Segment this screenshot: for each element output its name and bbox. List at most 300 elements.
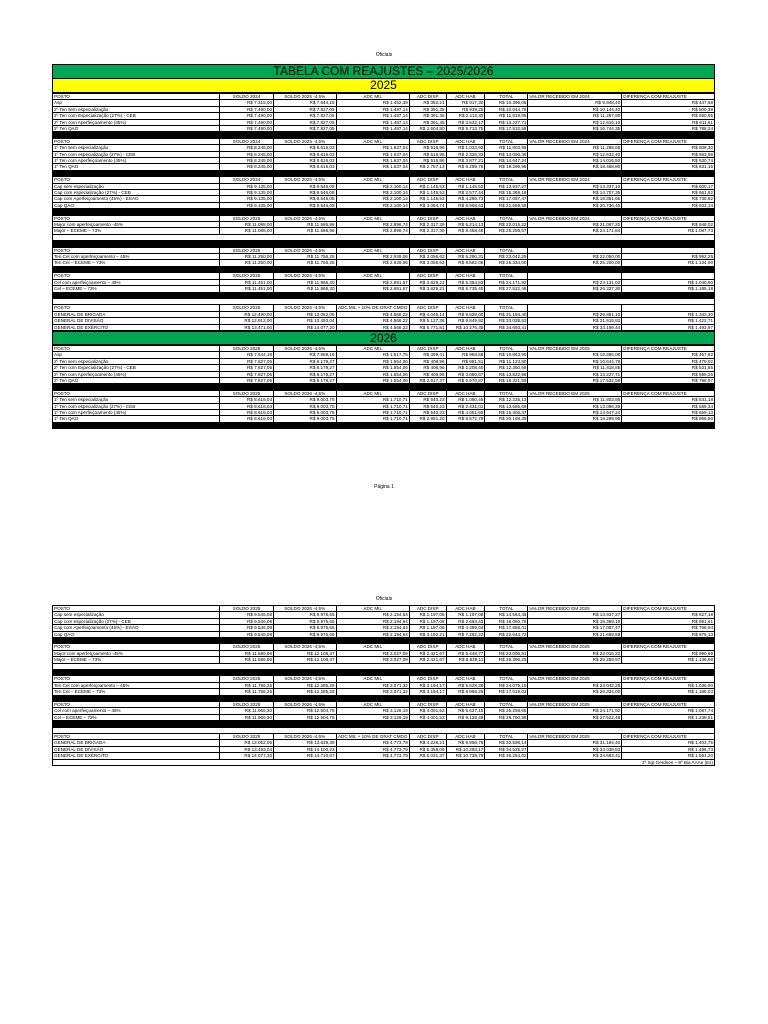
table-cell: R$ 9.128,49: [446, 714, 485, 720]
table-cell: R$ 4.568,22: [336, 324, 409, 330]
table-cell: R$ 13.937,27: [485, 183, 528, 189]
table-cell: R$ 31.194,40: [528, 740, 622, 746]
table-cell: 1º Ten sem especialização: [53, 145, 220, 151]
table-cell: R$ 1.637,04: [336, 145, 409, 151]
table-cell: R$ 1.134,00: [622, 260, 715, 266]
column-header: ADC DISP: [409, 734, 446, 740]
table-cell: R$ 11.756,25: [220, 689, 274, 695]
table-cell: R$ 36.254,62: [485, 753, 528, 759]
table-cell: R$ 9.975,65: [274, 612, 337, 618]
table-cell: R$ 3.829,21: [409, 279, 446, 285]
column-header: SOLDO 2026 -4,5%: [274, 345, 337, 351]
table-cell: R$ 3.680,67: [446, 371, 485, 377]
column-header: POSTO: [53, 273, 220, 279]
table-cell: R$ 1.710,71: [336, 409, 409, 415]
table-cell: R$ 6.031,37: [409, 753, 446, 759]
table-cell: R$ 611,61: [622, 119, 715, 125]
table-cell: R$ 33.199,44: [528, 324, 622, 330]
table-2026-body: [53, 345, 715, 428]
column-header: ADC MIL: [336, 138, 409, 144]
column-header: ADC HAB: [446, 345, 485, 351]
table-cell: R$ 1.422,71: [622, 318, 715, 324]
table-cell: R$ 13.052,05: [274, 311, 337, 317]
table-cell: R$ 15.369,19: [485, 190, 528, 196]
table-cell: R$ 14.564,45: [485, 612, 528, 618]
table-cell: R$ 1.554,06: [336, 358, 409, 364]
table-cell: R$ 939,25: [446, 106, 485, 112]
column-header: ADC HAB: [446, 247, 485, 253]
table-cell: R$ 7.988,16: [274, 352, 337, 358]
table-cell: R$ 1.517,75: [336, 352, 409, 358]
table-cell: R$ 11.586,96: [220, 650, 274, 656]
column-header: SOLDO 2026 -4,5%: [274, 606, 337, 612]
column-header: POSTO: [53, 305, 220, 311]
table-cell: R$ 8.839,11: [446, 657, 485, 663]
table-cell: R$ 7.490,00: [220, 126, 274, 132]
table-cell: R$ 9.546,08: [274, 196, 337, 202]
column-header: VALOR RECEBIDO EM 2024: [528, 138, 622, 144]
column-header: ADC MIL: [336, 644, 409, 650]
column-header: SOLDO 2026 -4,5%: [274, 247, 337, 253]
table-cell: R$ 975,13: [622, 631, 715, 637]
table-cell: R$ 3.126,19: [336, 708, 409, 714]
table-cell: R$ 768,94: [622, 625, 715, 631]
column-header: POSTO: [53, 676, 220, 682]
table-cell: R$ 13.096,36: [528, 403, 622, 409]
column-header: TOTAL: [485, 305, 528, 311]
table-cell: R$ 3.194,17: [409, 689, 446, 695]
table-cell: R$ 5.290,31: [446, 254, 485, 260]
table-cell: R$ 661,82: [622, 190, 715, 196]
table-cell: R$ 9.528,00: [446, 311, 485, 317]
table-cell: R$ 8.458,48: [446, 228, 485, 234]
table-cell: 2º Ten sem especialização: [53, 358, 220, 364]
table-cell: R$ 22.015,22: [528, 650, 622, 656]
column-header: POSTO: [53, 606, 220, 612]
table-cell: R$ 8.179,27: [274, 371, 337, 377]
table-cell: R$ 2.939,06: [336, 254, 409, 260]
table-cell: R$ 788,97: [622, 377, 715, 383]
column-header: ADC DISP: [409, 305, 446, 311]
table-2025-body: [53, 94, 715, 331]
table-cell: R$ 691,61: [622, 618, 715, 624]
table-cell: R$ 659,13: [622, 409, 715, 415]
column-header: SOLDO 2024: [220, 94, 274, 100]
table-cell: R$ 2.617,37: [409, 377, 446, 383]
column-header: ADC HAB: [446, 273, 485, 279]
table-cell: R$ 25.259,57: [528, 657, 622, 663]
table-cell: Cap com especialização (27%) - CEB: [53, 190, 220, 196]
table-cell: R$ 12.490,00: [220, 311, 274, 317]
table-cell: Ten Cel – ECEME – 73%: [53, 689, 220, 695]
table-cell: GENERAL DE EXÉRCITO: [53, 324, 220, 330]
table-cell: R$ 12.616,10: [528, 119, 622, 125]
column-header: TOTAL: [485, 273, 528, 279]
table-cell: R$ 8.179,27: [274, 377, 337, 383]
column-header: SOLDO 2025: [220, 247, 274, 253]
table-cell: R$ 21.669,59: [485, 202, 528, 208]
table-cell: Cap sem especialização: [53, 183, 220, 189]
table-cell: R$ 479,02: [622, 358, 715, 364]
table-cell: R$ 3.056,63: [409, 260, 446, 266]
table-cell: R$ 4.773,79: [336, 753, 409, 759]
table-cell: R$ 16.060,79: [485, 618, 528, 624]
column-header: ADC HAB: [446, 94, 485, 100]
table-cell: R$ 7.490,00: [220, 119, 274, 125]
column-header: TOTAL: [485, 390, 528, 396]
table-cell: R$ 2.317,39: [409, 222, 446, 228]
table-cell: Ten Cel – ECEME – 73%: [53, 260, 220, 266]
year-2026-heading: 2026: [52, 331, 715, 345]
column-header: ADC MIL: [336, 390, 409, 396]
table-cell: R$ 23.131,02: [528, 279, 622, 285]
table-cell: R$ 1.040,90: [622, 279, 715, 285]
column-header: SOLDO 2025: [220, 606, 274, 612]
table-cell: R$ 1.487,14: [336, 126, 409, 132]
table-cell: R$ 14.016,50: [528, 158, 622, 164]
table-cell: R$ 27.522,48: [528, 714, 622, 720]
column-header: DIFERENÇA COM REAJUSTE: [622, 138, 715, 144]
column-header: ADC MIL: [336, 345, 409, 351]
table-cell: R$ 19.299,95: [485, 164, 528, 170]
column-header: ADC DISP: [409, 138, 446, 144]
table-cell: R$ 3.126,19: [336, 714, 409, 720]
table-cell: R$ 516,96: [409, 151, 446, 157]
table-cell: R$ 8.616,03: [220, 397, 274, 403]
table-row: [53, 324, 715, 330]
table-cell: Cel – ECEME – 73%: [53, 714, 220, 720]
table-cell: R$ 595,25: [622, 371, 715, 377]
table-cell: R$ 447,68: [622, 100, 715, 106]
table-cell: R$ 13.337,10: [528, 183, 622, 189]
separator-cell: [53, 422, 715, 428]
table-cell: R$ 2.208,40: [446, 365, 485, 371]
table-cell: R$ 3.071,32: [336, 689, 409, 695]
table-cell: 2º Ten QAO: [53, 126, 220, 132]
table-cell: R$ 4.773,79: [336, 746, 409, 752]
table-cell: R$ 2.757,13: [409, 164, 446, 170]
table-cell: R$ 33.038,53: [528, 746, 622, 752]
table-cell: R$ 1.403,75: [622, 740, 715, 746]
table-cell: R$ 8.968,26: [446, 689, 485, 695]
column-header: ADC DISP: [409, 644, 446, 650]
table-cell: R$ 11.818,85: [485, 113, 528, 119]
table-cell: Cap sem especialização: [53, 612, 220, 618]
column-header: SOLDO 2026 -4,5%: [274, 734, 337, 740]
column-header: VALOR RECEBIDO EM 2025: [528, 345, 622, 351]
table-cell: R$ 13.471,00: [220, 324, 274, 330]
table-cell: R$ 550,95: [622, 113, 715, 119]
table-cell: R$ 1.637,04: [336, 158, 409, 164]
column-header: VALOR RECEBIDO EM 2024: [528, 215, 622, 221]
column-header: SOLDO 2026 -4,5%: [274, 273, 337, 279]
table-cell: R$ 18.468,80: [528, 164, 622, 170]
table-cell: R$ 22.015,22: [485, 222, 528, 228]
table-cell: 2º Ten QAO: [53, 377, 220, 383]
table-cell: R$ 2.100,14: [336, 190, 409, 196]
column-header: SOLDO 2025: [220, 734, 274, 740]
column-header: ADC DISP: [409, 94, 446, 100]
table-cell: R$ 11.586,96: [274, 228, 337, 234]
table-cell: R$ 24.079,15: [485, 682, 528, 688]
table-cell: R$ 9.546,08: [220, 612, 274, 618]
table-cell: R$ 9.546,08: [274, 202, 337, 208]
table-cell: R$ 13.493,04: [220, 746, 274, 752]
table-cell: R$ 7.827,05: [220, 377, 274, 383]
table-cell: R$ 1.087,73: [622, 228, 715, 234]
table-cell: R$ 7.827,05: [274, 113, 337, 119]
table-cell: R$ 1.554,06: [336, 377, 409, 383]
table-cell: R$ 627,18: [622, 612, 715, 618]
table-cell: R$ 3.071,32: [336, 682, 409, 688]
table-cell: R$ 9.546,08: [274, 183, 337, 189]
column-header: ADC HAB: [446, 138, 485, 144]
table-cell: R$ 25.259,65: [485, 708, 528, 714]
table-cell: R$ 8.616,03: [274, 164, 337, 170]
table-cell: Asp: [53, 100, 220, 106]
column-header: POSTO: [53, 644, 220, 650]
table-cell: R$ 31.615,82: [528, 318, 622, 324]
table-cell: R$ 1.145,53: [446, 183, 485, 189]
table-cell: 2º Ten com Especialização (27%) - CEB: [53, 113, 220, 119]
table-cell: R$ 9.003,75: [274, 416, 337, 422]
column-header: DIFERENÇA COM REAJUSTE: [622, 345, 715, 351]
column-header: ADC DISP: [409, 247, 446, 253]
column-header: SOLDO 2025: [220, 676, 274, 682]
table-cell: R$ 948,02: [622, 222, 715, 228]
table-cell: R$ 2.504,80: [409, 126, 446, 132]
column-header: ADC MIL + 10% DE GRAT CMDO: [337, 305, 408, 311]
table-cell: 2º Ten com Aperfeiçoamento (45%): [53, 119, 220, 125]
table-cell: R$ 391,35: [409, 119, 446, 125]
table-cell: R$ 500,39: [622, 106, 715, 112]
table-cell: R$ 1.185,03: [622, 689, 715, 695]
table-cell: R$ 1.036,90: [622, 682, 715, 688]
table-cell: R$ 1.710,71: [336, 403, 409, 409]
column-header: POSTO: [53, 247, 220, 253]
table-cell: R$ 9.003,75: [274, 409, 337, 415]
table-cell: R$ 10.644,79: [528, 358, 622, 364]
table-cell: R$ 8.245,00: [220, 145, 274, 151]
table-cell: R$ 4.295,73: [446, 196, 485, 202]
table-cell: R$ 4.046,14: [409, 311, 446, 317]
table-cell: R$ 5.358,09: [409, 746, 446, 752]
column-header: SOLDO 2025: [220, 273, 274, 279]
column-header: ADC HAB: [446, 644, 485, 650]
table-cell: GENERAL DE EXÉRCITO: [53, 753, 220, 759]
table-cell: R$ 10.293,17: [446, 746, 485, 752]
table-cell: R$ 31.194,40: [485, 311, 528, 317]
table-cell: R$ 7.827,05: [220, 371, 274, 377]
table-cell: R$ 20.736,45: [528, 202, 622, 208]
table-cell: R$ 14.710,67: [274, 753, 337, 759]
table-cell: R$ 11.966,30: [274, 286, 337, 292]
table-cell: R$ 9.948,40: [528, 100, 622, 106]
table-cell: R$ 12.108,37: [274, 650, 337, 656]
table-cell: R$ 10.396,08: [528, 352, 622, 358]
table-cell: R$ 24.171,92: [485, 279, 528, 285]
table-cell: R$ 11.586,96: [220, 657, 274, 663]
table-cell: R$ 391,35: [409, 106, 446, 112]
table-cell: R$ 10.144,40: [528, 106, 622, 112]
table-cell: R$ 2.991,57: [336, 286, 409, 292]
column-header: DIFERENÇA COM REAJUSTE: [622, 644, 715, 650]
table-cell: R$ 17.087,47: [485, 196, 528, 202]
column-header: TOTAL: [485, 138, 528, 144]
table-cell: R$ 467,82: [622, 352, 715, 358]
table-cell: R$ 11.123,80: [485, 358, 528, 364]
column-header: VALOR RECEBIDO EM 2025: [528, 734, 622, 740]
table-cell: R$ 18.321,56: [485, 377, 528, 383]
table-cell: R$ 1.487,14: [336, 106, 409, 112]
column-header: SOLDO 2026 -4,5%: [274, 702, 337, 708]
table-cell: R$ 26.337,30: [528, 286, 622, 292]
table-cell: R$ 9.135,00: [220, 183, 274, 189]
table-cell: R$ 10.396,08: [485, 100, 528, 106]
table-cell: R$ 13.822,96: [485, 371, 528, 377]
table-cell: R$ 9.135,00: [220, 202, 274, 208]
table-cell: 1º Ten sem especialização: [53, 397, 220, 403]
table-cell: R$ 4.001,53: [409, 708, 446, 714]
table-cell: R$ 2.100,14: [336, 183, 409, 189]
column-header: POSTO: [53, 390, 220, 396]
table-cell: R$ 831,15: [622, 164, 715, 170]
table-cell: R$ 7.827,05: [220, 358, 274, 364]
table-cell: R$ 8.735,40: [446, 286, 485, 292]
table-cell: R$ 12.350,69: [485, 365, 528, 371]
table-cell: R$ 3.192,21: [409, 631, 446, 637]
table-cell: R$ 15.369,19: [528, 618, 622, 624]
table-cell: R$ 1.145,53: [409, 196, 446, 202]
table-cell: R$ 1.197,08: [409, 618, 446, 624]
column-header: DIFERENÇA COM REAJUSTE: [622, 734, 715, 740]
table-cell: R$ 13.685,69: [485, 403, 528, 409]
table-cell: R$ 9.975,65: [274, 618, 337, 624]
table-cell: R$ 1.145,53: [409, 183, 446, 189]
table-cell: R$ 3.829,21: [409, 286, 446, 292]
table-cell: R$ 11.267,90: [528, 113, 622, 119]
table-cell: GENERAL DE BRIGADA: [53, 311, 220, 317]
table-cell: R$ 735,82: [622, 196, 715, 202]
column-header: SOLDO 2026 -4,5%: [274, 390, 337, 396]
table-cell: R$ 27.519,03: [485, 689, 528, 695]
table-cell: R$ 990,69: [622, 650, 715, 656]
table-cell: R$ 21.669,59: [528, 631, 622, 637]
table-cell: R$ 22.050,00: [528, 254, 622, 260]
table-cell: R$ 8.616,03: [274, 145, 337, 151]
table-cell: R$ 958,58: [446, 352, 485, 358]
table-cell: R$ 1.710,71: [336, 416, 409, 422]
table-cell: R$ 34.525,27: [485, 746, 528, 752]
table-cell: R$ 7.315,00: [220, 100, 274, 106]
table-cell: Asp: [53, 352, 220, 358]
table-cell: R$ 8.179,27: [274, 358, 337, 364]
column-header: SOLDO 2025: [220, 215, 274, 221]
column-header: DIFERENÇA COM REAJUSTE: [622, 390, 715, 396]
column-header: POSTO: [53, 345, 220, 351]
table-cell: R$ 7.827,05: [274, 119, 337, 125]
column-header: DIFERENÇA COM REAJUSTE: [622, 702, 715, 708]
table-cell: R$ 2.881,20: [409, 416, 446, 422]
table-cell: R$ 868,50: [622, 416, 715, 422]
table-cell: R$ 11.818,85: [528, 365, 622, 371]
table-cell: R$ 17.532,59: [528, 377, 622, 383]
table-cell: Cap com Aperfeiçoamento (45%) - ESAO: [53, 196, 220, 202]
column-header: ADC DISP: [409, 215, 446, 221]
year-2025-heading: 2025: [52, 78, 715, 93]
table-cell: R$ 5.127,36: [409, 318, 446, 324]
table-cell: R$ 7.282,22: [446, 631, 485, 637]
section-separator: [53, 422, 715, 428]
column-header: SOLDO 2025 -4,5%: [274, 94, 337, 100]
column-header: ADC MIL + 10% DE GRAT CMDO: [337, 734, 408, 740]
table-cell: R$ 13.639,39: [274, 740, 337, 746]
table-cell: R$ 33.038,53: [485, 318, 528, 324]
table-cell: R$ 2.577,44: [446, 190, 485, 196]
table-cell: R$ 1.554,06: [336, 365, 409, 371]
table-cell: Cap com Aperfeiçoamento (45%) - ESAO: [53, 625, 220, 631]
table-cell: R$ 4.489,04: [446, 625, 485, 631]
table-cell: R$ 3.877,21: [446, 158, 485, 164]
table-cell: R$ 1.637,04: [336, 164, 409, 170]
column-header: ADC HAB: [446, 676, 485, 682]
table-cell: R$ 1.486,73: [622, 746, 715, 752]
table-cell: R$ 917,30: [446, 100, 485, 106]
column-header: TOTAL: [485, 734, 528, 740]
table-cell: Major com aperfeiçoamento -45%: [53, 222, 220, 228]
table-cell: R$ 8.179,27: [274, 365, 337, 371]
table-cell: R$ 13.096,36: [485, 151, 528, 157]
table-cell: R$ 1.554,06: [336, 371, 409, 377]
table-cell: GENERAL DE DIVISÃO: [53, 746, 220, 752]
table-cell: R$ 2.939,06: [336, 260, 409, 266]
table-cell: R$ 28.760,99: [485, 714, 528, 720]
table-cell: R$ 10.644,79: [485, 106, 528, 112]
column-header: SOLDO 2025: [220, 644, 274, 650]
table-cell: R$ 1.238,51: [622, 714, 715, 720]
table-cell: R$ 2.421,67: [409, 657, 446, 663]
table-cell: R$ 11.451,00: [220, 279, 274, 285]
column-header: ADC MIL: [336, 273, 409, 279]
table-cell: R$ 7.827,05: [274, 106, 337, 112]
table-cell: R$ 9.135,00: [220, 196, 274, 202]
table-cell: R$ 4.568,22: [336, 311, 409, 317]
table-cell: R$ 9.135,00: [220, 190, 274, 196]
column-header: POSTO: [53, 177, 220, 183]
table-cell: Cap com especialização (27%) - CEB: [53, 618, 220, 624]
table-cell: R$ 1.185,18: [622, 286, 715, 292]
column-header: SOLDO 2026 -4,5%: [274, 215, 337, 221]
table-cell: R$ 3.054,74: [409, 202, 446, 208]
column-header: SOLDO 2025: [220, 345, 274, 351]
table-cell: R$ 11.756,25: [220, 682, 274, 688]
table-cell: R$ 5.771,81: [409, 324, 446, 330]
table-cell: R$ 12.335,13: [485, 397, 528, 403]
column-header: ADC HAB: [446, 177, 485, 183]
table-cell: R$ 9.546,08: [220, 618, 274, 624]
table-cell: R$ 4.773,79: [336, 740, 409, 746]
table-cell: R$ 8.245,00: [220, 158, 274, 164]
table-cell: 2º Ten com Aperfeiçoamento (45%): [53, 371, 220, 377]
table-cell: R$ 1.343,30: [622, 311, 715, 317]
table-cell: R$ 6.968,63: [446, 202, 485, 208]
table-cell: R$ 2.194,64: [336, 631, 409, 637]
table-cell: R$ 2.113,30: [446, 113, 485, 119]
table-cell: R$ 5.970,87: [446, 377, 485, 383]
table-cell: 1º Ten QAO: [53, 164, 220, 170]
table-cell: R$ 516,96: [409, 158, 446, 164]
column-header: ADC HAB: [446, 390, 485, 396]
